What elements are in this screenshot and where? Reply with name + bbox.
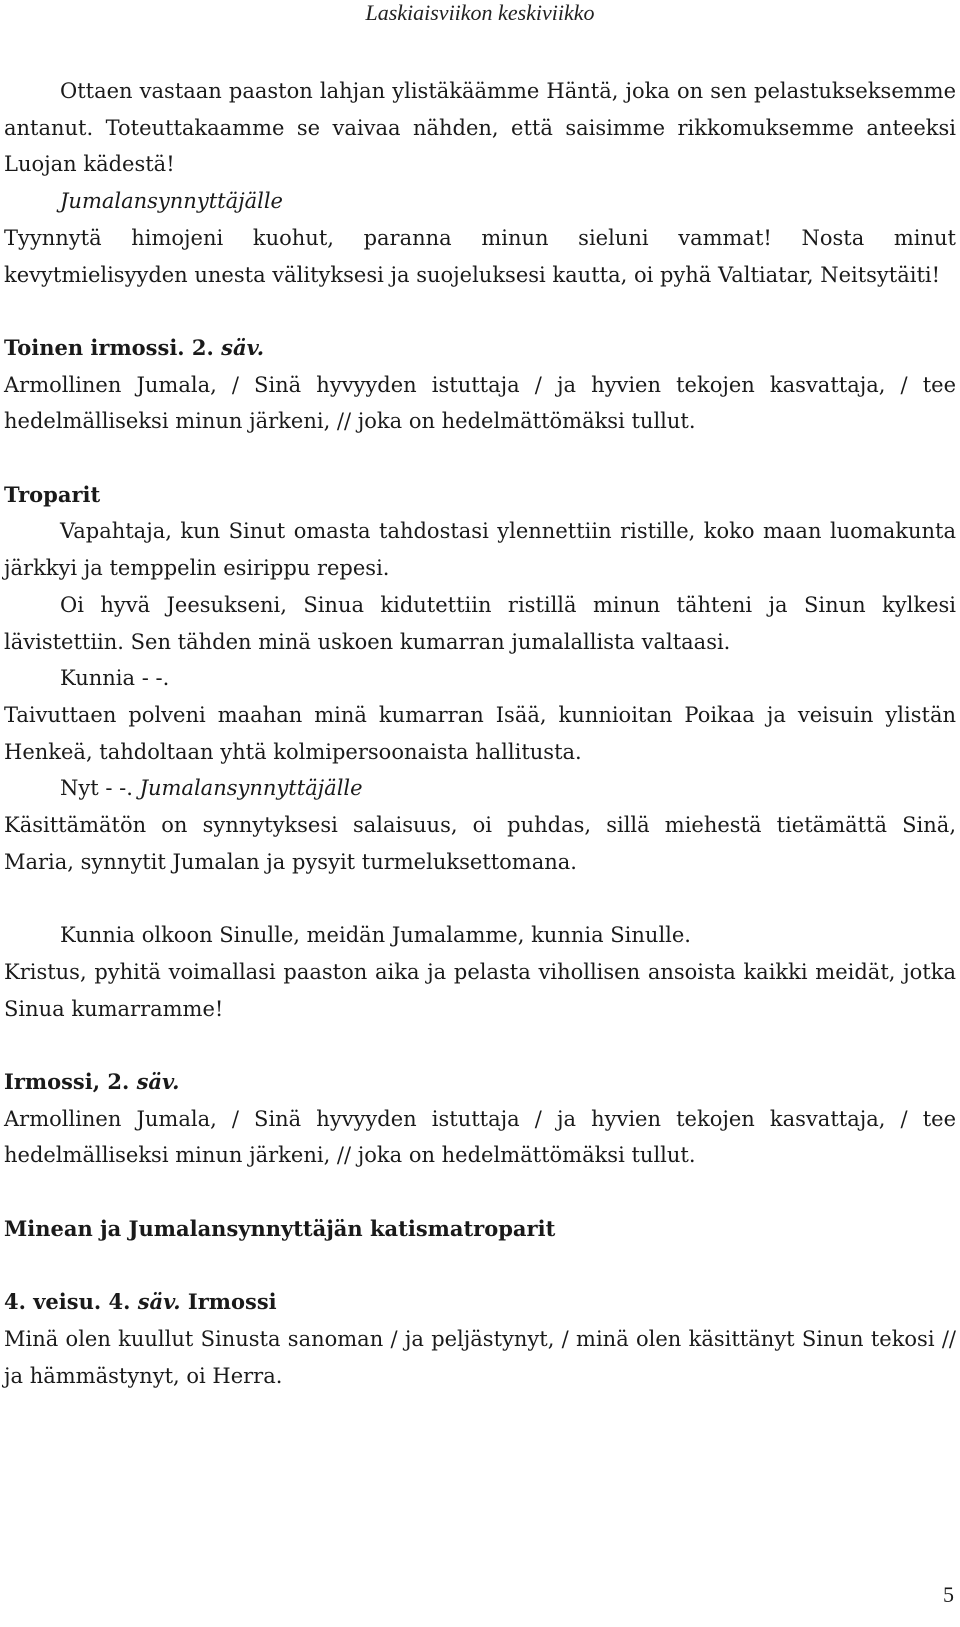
spacer xyxy=(4,293,956,330)
paragraph-troparion-1: Vapahtaja, kun Sinut omasta tahdostasi ylennettiin ristille, koko maan luomakunta järkkyi ja temppelin esirippu repesi. xyxy=(4,519,956,581)
paragraph-theotokion-1: Tyynnytä himojeni kuohut, paranna minun sieluni vammat! Nosta minut kevytmielisyyden unesta välityksesi ja suojeluksesi kautta, oi pyhä Valtiatar, Neitsytäiti! xyxy=(4,225,956,287)
paragraph-theotokion-2: Käsittämätön on synnytyksesi salaisuus, oi puhdas, sillä miehestä tietämättä Sinä, Maria, synnytit Jumalan ja pysyit turmeluksettomana. xyxy=(4,813,956,874)
heading-text: Irmossi, 2. xyxy=(4,1068,137,1094)
heading-tone: säv. xyxy=(221,334,265,360)
spacer xyxy=(4,440,956,477)
paragraph-praise: Ottaen vastaan paaston lahjan ylistäkäämme Häntä, joka on sen pelastukseksemme antanut. Toteuttakaamme se vaivaa nähden, että saisimme rikkomuksemme anteeksi Luojan kädestä! xyxy=(4,79,956,177)
theotokion-label: Jumalansynnyttäjälle xyxy=(139,776,363,801)
page-number: 5 xyxy=(943,1582,954,1607)
paragraph-irmos-3: Minä olen kuullut Sinusta sanoman / ja peljästynyt, / minä olen käsittänyt Sinun tekosi // ja hämmästynyt, oi Herra. xyxy=(4,1326,956,1388)
heading-troparit: Troparit xyxy=(4,481,101,507)
document-body xyxy=(4,73,956,1394)
running-head: Laskiaisviikon keskiviikko xyxy=(365,0,595,25)
kunnia-full: Kunnia olkoon Sinulle, meidän Jumalamme, kunnia Sinulle. xyxy=(60,923,691,948)
paragraph-irmos-1: Armollinen Jumala, / Sinä hyvyyden istuttaja / ja hyvien tekojen kasvattaja, / tee hedelmälliseksi minun järkeni, // joka on hedelmättömäksi tullut. xyxy=(4,372,956,434)
nyt-short: Nyt - -. xyxy=(60,776,140,801)
spacer xyxy=(4,1247,956,1284)
paragraph-irmos-2: Armollinen Jumala, / Sinä hyvyyden istuttaja / ja hyvien tekojen kasvattaja, / tee hedelmälliseksi minun järkeni, // joka on hedelmättömäksi tullut. xyxy=(4,1106,956,1168)
spacer xyxy=(4,880,956,917)
heading-4-veisu xyxy=(4,1284,956,1321)
paragraph-troparion-2: Oi hyvä Jeesukseni, Sinua kidutettiin ristillä minun tähteni ja Sinun kylkesi lävistettiin. Sen tähden minä uskoen kumarran jumalallista valtaasi. xyxy=(4,592,956,654)
kunnia-short: Kunnia - -. xyxy=(60,666,170,691)
heading-tone: säv. xyxy=(137,1289,181,1315)
heading-minea: Minean ja Jumalansynnyttäjän katismatroparit xyxy=(4,1215,556,1241)
heading-text: Irmossi xyxy=(180,1289,277,1315)
nyt-line xyxy=(4,770,956,807)
heading-tone: säv. xyxy=(136,1068,180,1094)
heading-irmossi xyxy=(4,1064,956,1101)
theotokion-label: Jumalansynnyttäjälle xyxy=(60,189,283,214)
heading-text: 4. veisu. 4. xyxy=(4,1289,138,1315)
heading-toinen-irmossi xyxy=(4,330,956,367)
paragraph-lent: Kristus, pyhitä voimallasi paaston aika ja pelasta vihollisen ansoista kaikki meidät, jotka Sinua kumarramme! xyxy=(4,959,956,1021)
heading-text: Toinen irmossi. 2. xyxy=(4,334,222,360)
spacer xyxy=(4,1027,956,1064)
paragraph-trinity: Taivuttaen polveni maahan minä kumarran Isää, kunnioitan Poikaa ja veisuin ylistän Henkeä, tahdoltaan yhtä kolmipersoonaista hallitusta. xyxy=(4,702,956,764)
spacer xyxy=(4,1174,956,1211)
